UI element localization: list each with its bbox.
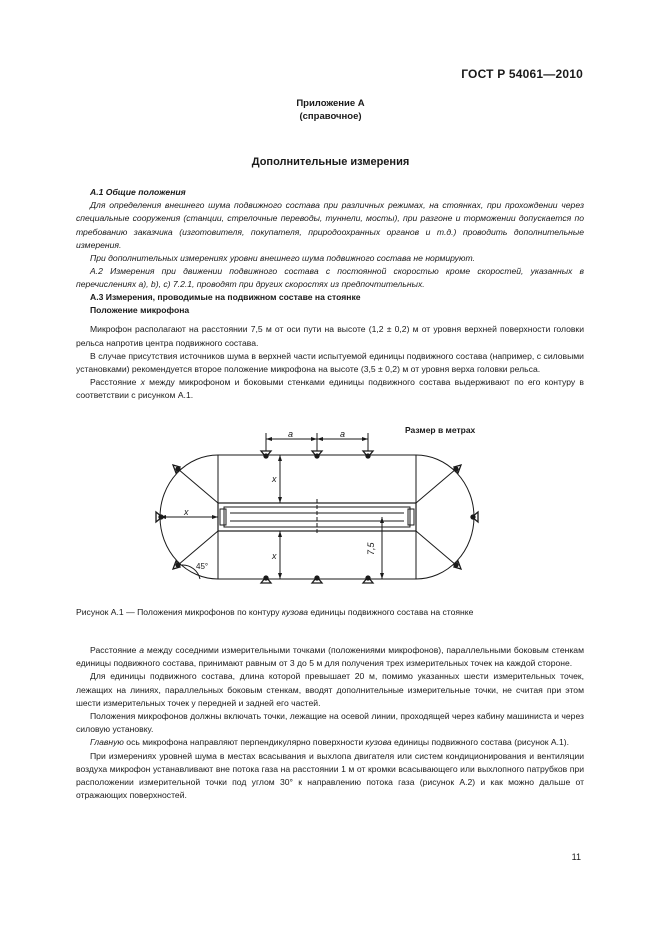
page-number: 11 bbox=[571, 852, 581, 862]
a3-paragraph-1: Микрофон располагают на расстоянии 7,5 м от оси пути на высоте (1,2 ± 0,2) м от уровня верхней поверхности головки рельса напротив центра подвижного состава. bbox=[76, 324, 584, 348]
figure-label-a-left: a bbox=[288, 429, 294, 439]
figure-caption: Рисунок А.1 — Положения микрофонов по контуру кузова единицы подвижного состава на стоянке bbox=[76, 607, 474, 617]
a1-paragraph-1: Для определения внешнего шума подвижного состава при различных режимах, на стоянках, при прохождении через специальные сооружения (станции, стрелочные переводы, туннели, мосты), при разгоне и торможении допускается по требованию заказчика (изготовителя, покупателя, природоохранных органов и т.д.) проводить дополнительные измерения. bbox=[76, 200, 584, 250]
figure-label-x-left: x bbox=[184, 507, 189, 517]
body2-paragraph-2: Для единицы подвижного состава, длина которой превышает 20 м, помимо указанных шести измерительных точек, лежащих на линиях, параллельных боковым стенкам, вводят дополнительные измерительные точки, не считая при этом шести измерительных точек у передней и задней его частей. bbox=[76, 671, 584, 708]
figure-units-note: Размер в метрах bbox=[405, 425, 476, 435]
section-a1 bbox=[76, 186, 584, 292]
a3-paragraph-3: Расстояние x между микрофоном и боковыми стенками единицы подвижного состава выдерживают по его контуру в соответствии с рисунком А.1. bbox=[76, 377, 584, 401]
body2-paragraph-1: Расстояние a между соседними измерительными точками (положениями микрофонов), параллельными боковым стенкам единицы подвижного состава, принимают равным от 3 до 5 м для получения трех измерительных точек на каждой стороне. bbox=[76, 645, 584, 669]
section-a3 bbox=[76, 291, 584, 403]
standard-header: ГОСТ Р 54061—2010 bbox=[461, 67, 583, 81]
body2-paragraph-3: Положения микрофонов должны включать точки, лежащие на осевой линии, проходящей через кабину машиниста и через силовую установку. bbox=[76, 711, 584, 735]
a3-paragraph-2: В случае присутствия источников шума в верхней части испытуемой единицы подвижного состава (например, с силовыми установками) рекомендуется второе положение микрофона на высоте (3,5 ± 0,2) м от уровня верха головки рельса. bbox=[76, 350, 584, 375]
annex-block bbox=[0, 97, 661, 123]
figure-microphone-positions bbox=[140, 415, 500, 595]
figure-label-angle: 45° bbox=[196, 562, 209, 571]
figure-label-7-5: 7,5 bbox=[366, 542, 376, 555]
a2-paragraph: А.2 Измерения при движении подвижного состава с постоянной скоростью кроме скоростей, указанных в перечислениях а), b), с) 7.2.1, проводят при других скоростях из предпочтительных. bbox=[76, 266, 584, 290]
figure-label-x-top: x bbox=[272, 474, 277, 484]
body2-paragraph-4: Главную ось микрофона направляют перпендикулярно поверхности кузова единицы подвижного состава (рисунок А.1). bbox=[90, 737, 570, 748]
a1-paragraph-2: При дополнительных измерениях уровни внешнего шума подвижного состава не нормируют. bbox=[90, 253, 475, 264]
section-body-2 bbox=[76, 644, 584, 802]
section-a3-heading: А.3 Измерения, проводимые на подвижном составе на стоянке bbox=[90, 292, 361, 302]
figure-label-x-bottom: x bbox=[272, 551, 277, 561]
body2-paragraph-5: При измерениях уровней шума в местах всасывания и выхлопа двигателя или систем кондиционирования и вентиляции воздуха микрофон устанавливают вне потока газа на расстоянии 1 м от кромки всасывающего или выхлопного патрубков при расположении измерительной точки под углом 30° к направлению потока газа (рисунок А.2) и как можно дальше от отражающих поверхностей. bbox=[76, 750, 584, 801]
document-title: Дополнительные измерения bbox=[251, 156, 410, 168]
annex-title: Приложение А bbox=[296, 98, 365, 109]
section-a1-heading: А.1 Общие положения bbox=[90, 187, 186, 197]
annex-subtitle: (справочное) bbox=[299, 111, 362, 122]
figure-label-a-right: a bbox=[340, 429, 346, 439]
section-a3-subheading: Положение микрофона bbox=[90, 305, 190, 316]
